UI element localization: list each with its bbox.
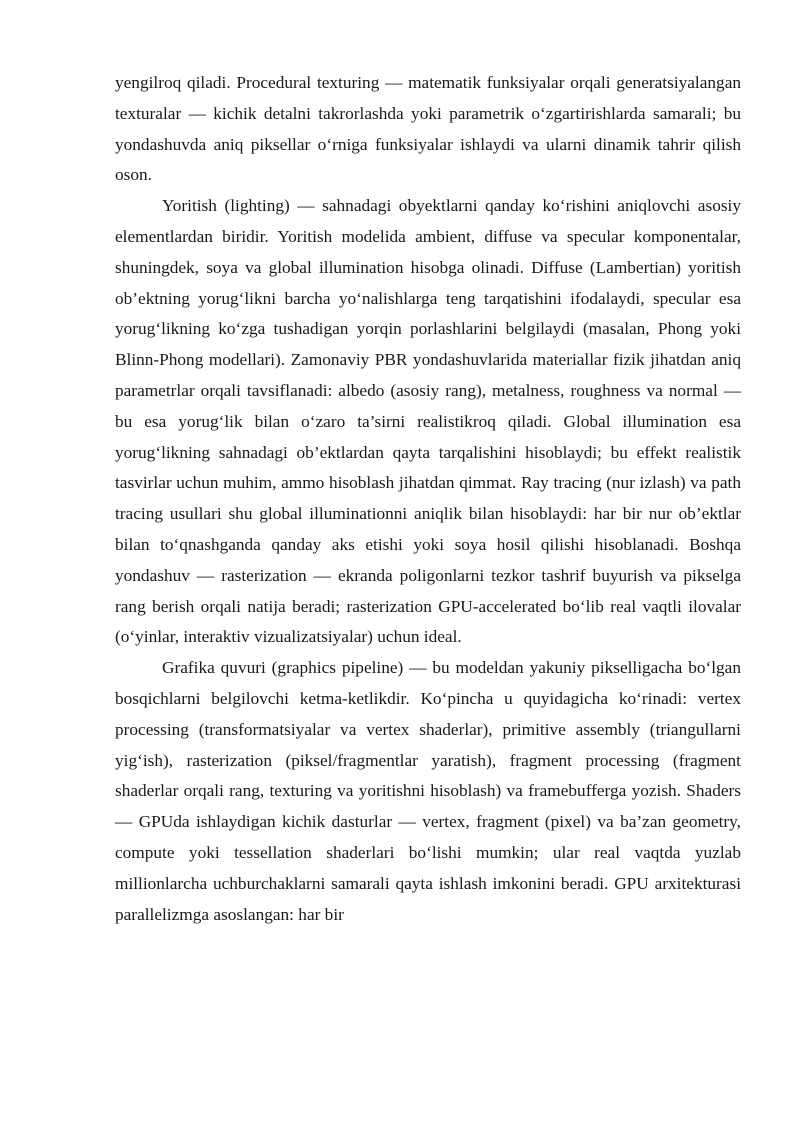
paragraph-graphics-pipeline: Grafika quvuri (graphics pipeline) — bu modeldan yakuniy pikselligacha bo‘lgan bosqichlarni belgilovchi ketma-ketlikdir. Ko‘pincha u quyidagicha ko‘rinadi: vertex processing (transformatsiyalar va vertex shaderlar), primitive assembly (triangullarni yig‘ish), rasterization (piksel/fragmentlar yaratish), fragment processing (fragment shaderlar orqali rang, texturing va yoritishni hisoblash) va framebufferga yozish. Shaders — GPUda ishlaydigan kichik dasturlar — vertex, fragment (pixel) va ba’zan geometry, compute yoki tessellation shaderlari bo‘lishi mumkin; ular real vaqtda yuzlab millionlarcha uchburchaklarni samarali qayta ishlash imkonini beradi. GPU arxitekturasi parallelizmga asoslangan: har bir [115, 658, 741, 924]
paragraph-lighting: Yoritish (lighting) — sahnadagi obyektlarni qanday ko‘rishini aniqlovchi asosiy elementlardan biridir. Yoritish modelida ambient, diffuse va specular komponentalar, shuningdek, soya va global illumination hisobga olinadi. Diffuse (Lambertian) yoritish ob’ektning yorug‘likni barcha yo‘nalishlarga teng tarqatishini ifodalaydi, specular esa yorug‘likning ko‘zga tushadigan yorqin porlashlarini belgilaydi (masalan, Phong yoki Blinn-Phong modellari). Zamonaviy PBR yondashuvlarida materiallar fizik jihatdan aniq parametrlar orqali tavsiflanadi: albedo (asosiy rang), metalness, roughness va normal — bu esa yorug‘lik bilan o‘zaro ta’sirni realistikroq qiladi. Global illumination esa yorug‘likning sahnadagi ob’ektlardan qayta tarqalishini hisoblaydi; bu effekt realistik tasvirlar uchun muhim, ammo hisoblash jihatdan qimmat. Ray tracing (nur izlash) va path tracing usullari shu global illuminationni aniqlik bilan hisoblaydi: har bir nur ob’ektlar bilan to‘qnashganda qanday aks etishi yoki soya hosil qilishi hisoblanadi. Boshqa yondashuv — rasterization — ekranda poligonlarni tezkor tashrif buyurish va pikselga rang berish orqali natija beradi; rasterization GPU-accelerated bo‘lib real vaqtli ilovalar (o‘yinlar, interaktiv vizualizatsiyalar) uchun ideal. [115, 196, 741, 647]
paragraph-procedural-texturing: yengilroq qiladi. Procedural texturing — matematik funksiyalar orqali generatsiyalangan texturalar — kichik detalni takrorlashda yoki parametrik o‘zgartirishlarda samarali; bu yondashuvda aniq piksellar o‘rniga funksiyalar ishlaydi va ularni dinamik tahrir qilish oson. [115, 73, 741, 185]
document-page [115, 68, 741, 930]
